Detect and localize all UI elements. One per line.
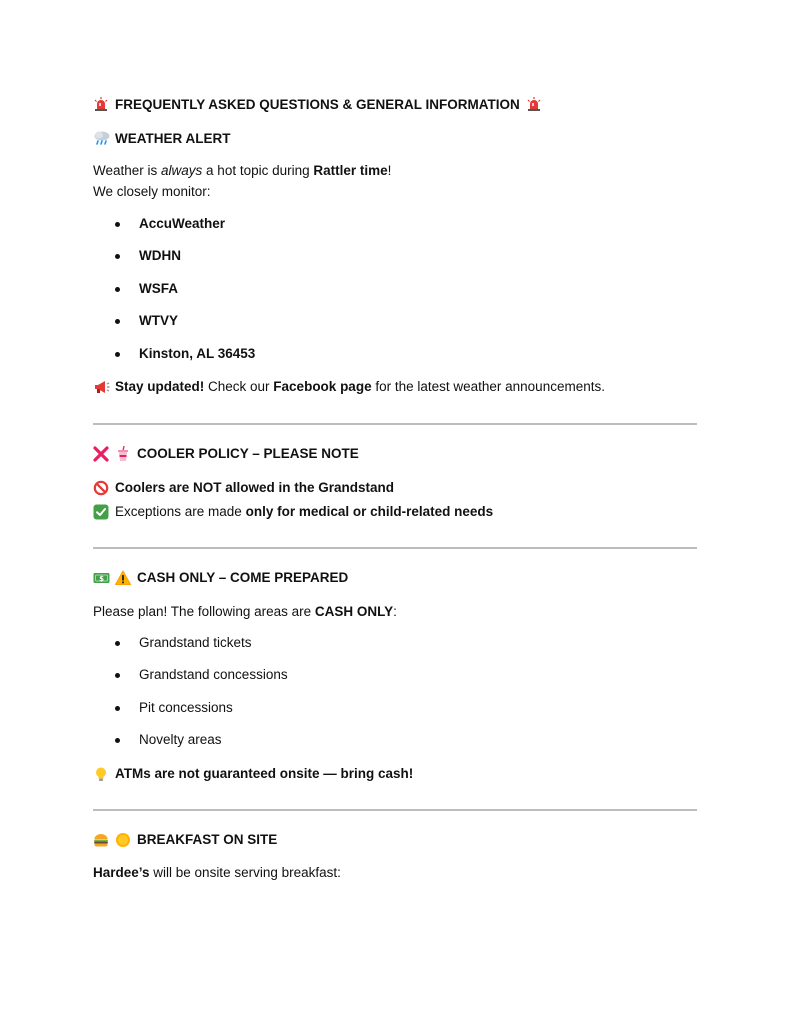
document-page <box>93 94 698 883</box>
breakfast-text: Hardee’s will be onsite serving breakfast: <box>93 864 341 880</box>
check-mark-button-icon <box>93 504 109 520</box>
weather-monitor-text: We closely monitor: <box>93 184 211 199</box>
list-item: WDHN <box>93 246 698 278</box>
cash-intro: Please plan! The following areas are CASH ONLY: <box>93 603 397 619</box>
rotating-light-icon <box>93 96 109 112</box>
list-item: Pit concessions <box>93 698 698 730</box>
list-item: Novelty areas <box>93 730 698 762</box>
list-item: Kinston, AL 36453 <box>93 344 698 376</box>
list-item: WSFA <box>93 279 698 311</box>
light-bulb-icon <box>93 766 109 782</box>
megaphone-icon <box>93 379 109 395</box>
divider <box>93 423 697 425</box>
list-item: WTVY <box>93 311 698 343</box>
warning-icon <box>115 570 131 586</box>
cooler-exception-line: Exceptions are made only for medical or child-related needs <box>93 502 698 522</box>
cooler-rule-line: Coolers are NOT allowed in the Grandstand <box>93 478 698 498</box>
atm-tip-line: ATMs are not guaranteed onsite — bring cash! <box>93 764 698 784</box>
cup-with-straw-icon <box>115 446 131 462</box>
divider <box>93 809 697 811</box>
stay-updated-line: Stay updated! Check our Facebook page for the latest weather announcements. <box>93 377 698 397</box>
weather-intro: Weather is always a hot topic during Rattler time! <box>93 163 392 178</box>
hamburger-icon <box>93 832 109 848</box>
list-item: Grandstand concessions <box>93 665 698 697</box>
weather-sources-list <box>93 214 698 376</box>
page-title: FREQUENTLY ASKED QUESTIONS & GENERAL INFORMATION <box>93 94 698 114</box>
cloud-rain-icon <box>93 130 109 146</box>
weather-heading: WEATHER ALERT <box>93 128 698 148</box>
list-item: AccuWeather <box>93 214 698 246</box>
facebook-page-link[interactable]: Facebook page <box>273 378 372 394</box>
cooler-heading: COOLER POLICY – PLEASE NOTE <box>93 444 698 464</box>
divider <box>93 547 697 549</box>
cross-mark-icon <box>93 446 109 462</box>
prohibited-icon <box>93 480 109 496</box>
cash-areas-list <box>93 633 698 763</box>
svg-text:$: $ <box>99 574 104 583</box>
list-item: Grandstand tickets <box>93 633 698 665</box>
cash-heading: $ CASH ONLY – COME PREPARED <box>93 568 698 588</box>
sun-icon <box>115 832 131 848</box>
breakfast-heading: BREAKFAST ON SITE <box>93 830 698 850</box>
dollar-banknote-icon <box>93 570 109 586</box>
rotating-light-icon <box>526 96 542 112</box>
